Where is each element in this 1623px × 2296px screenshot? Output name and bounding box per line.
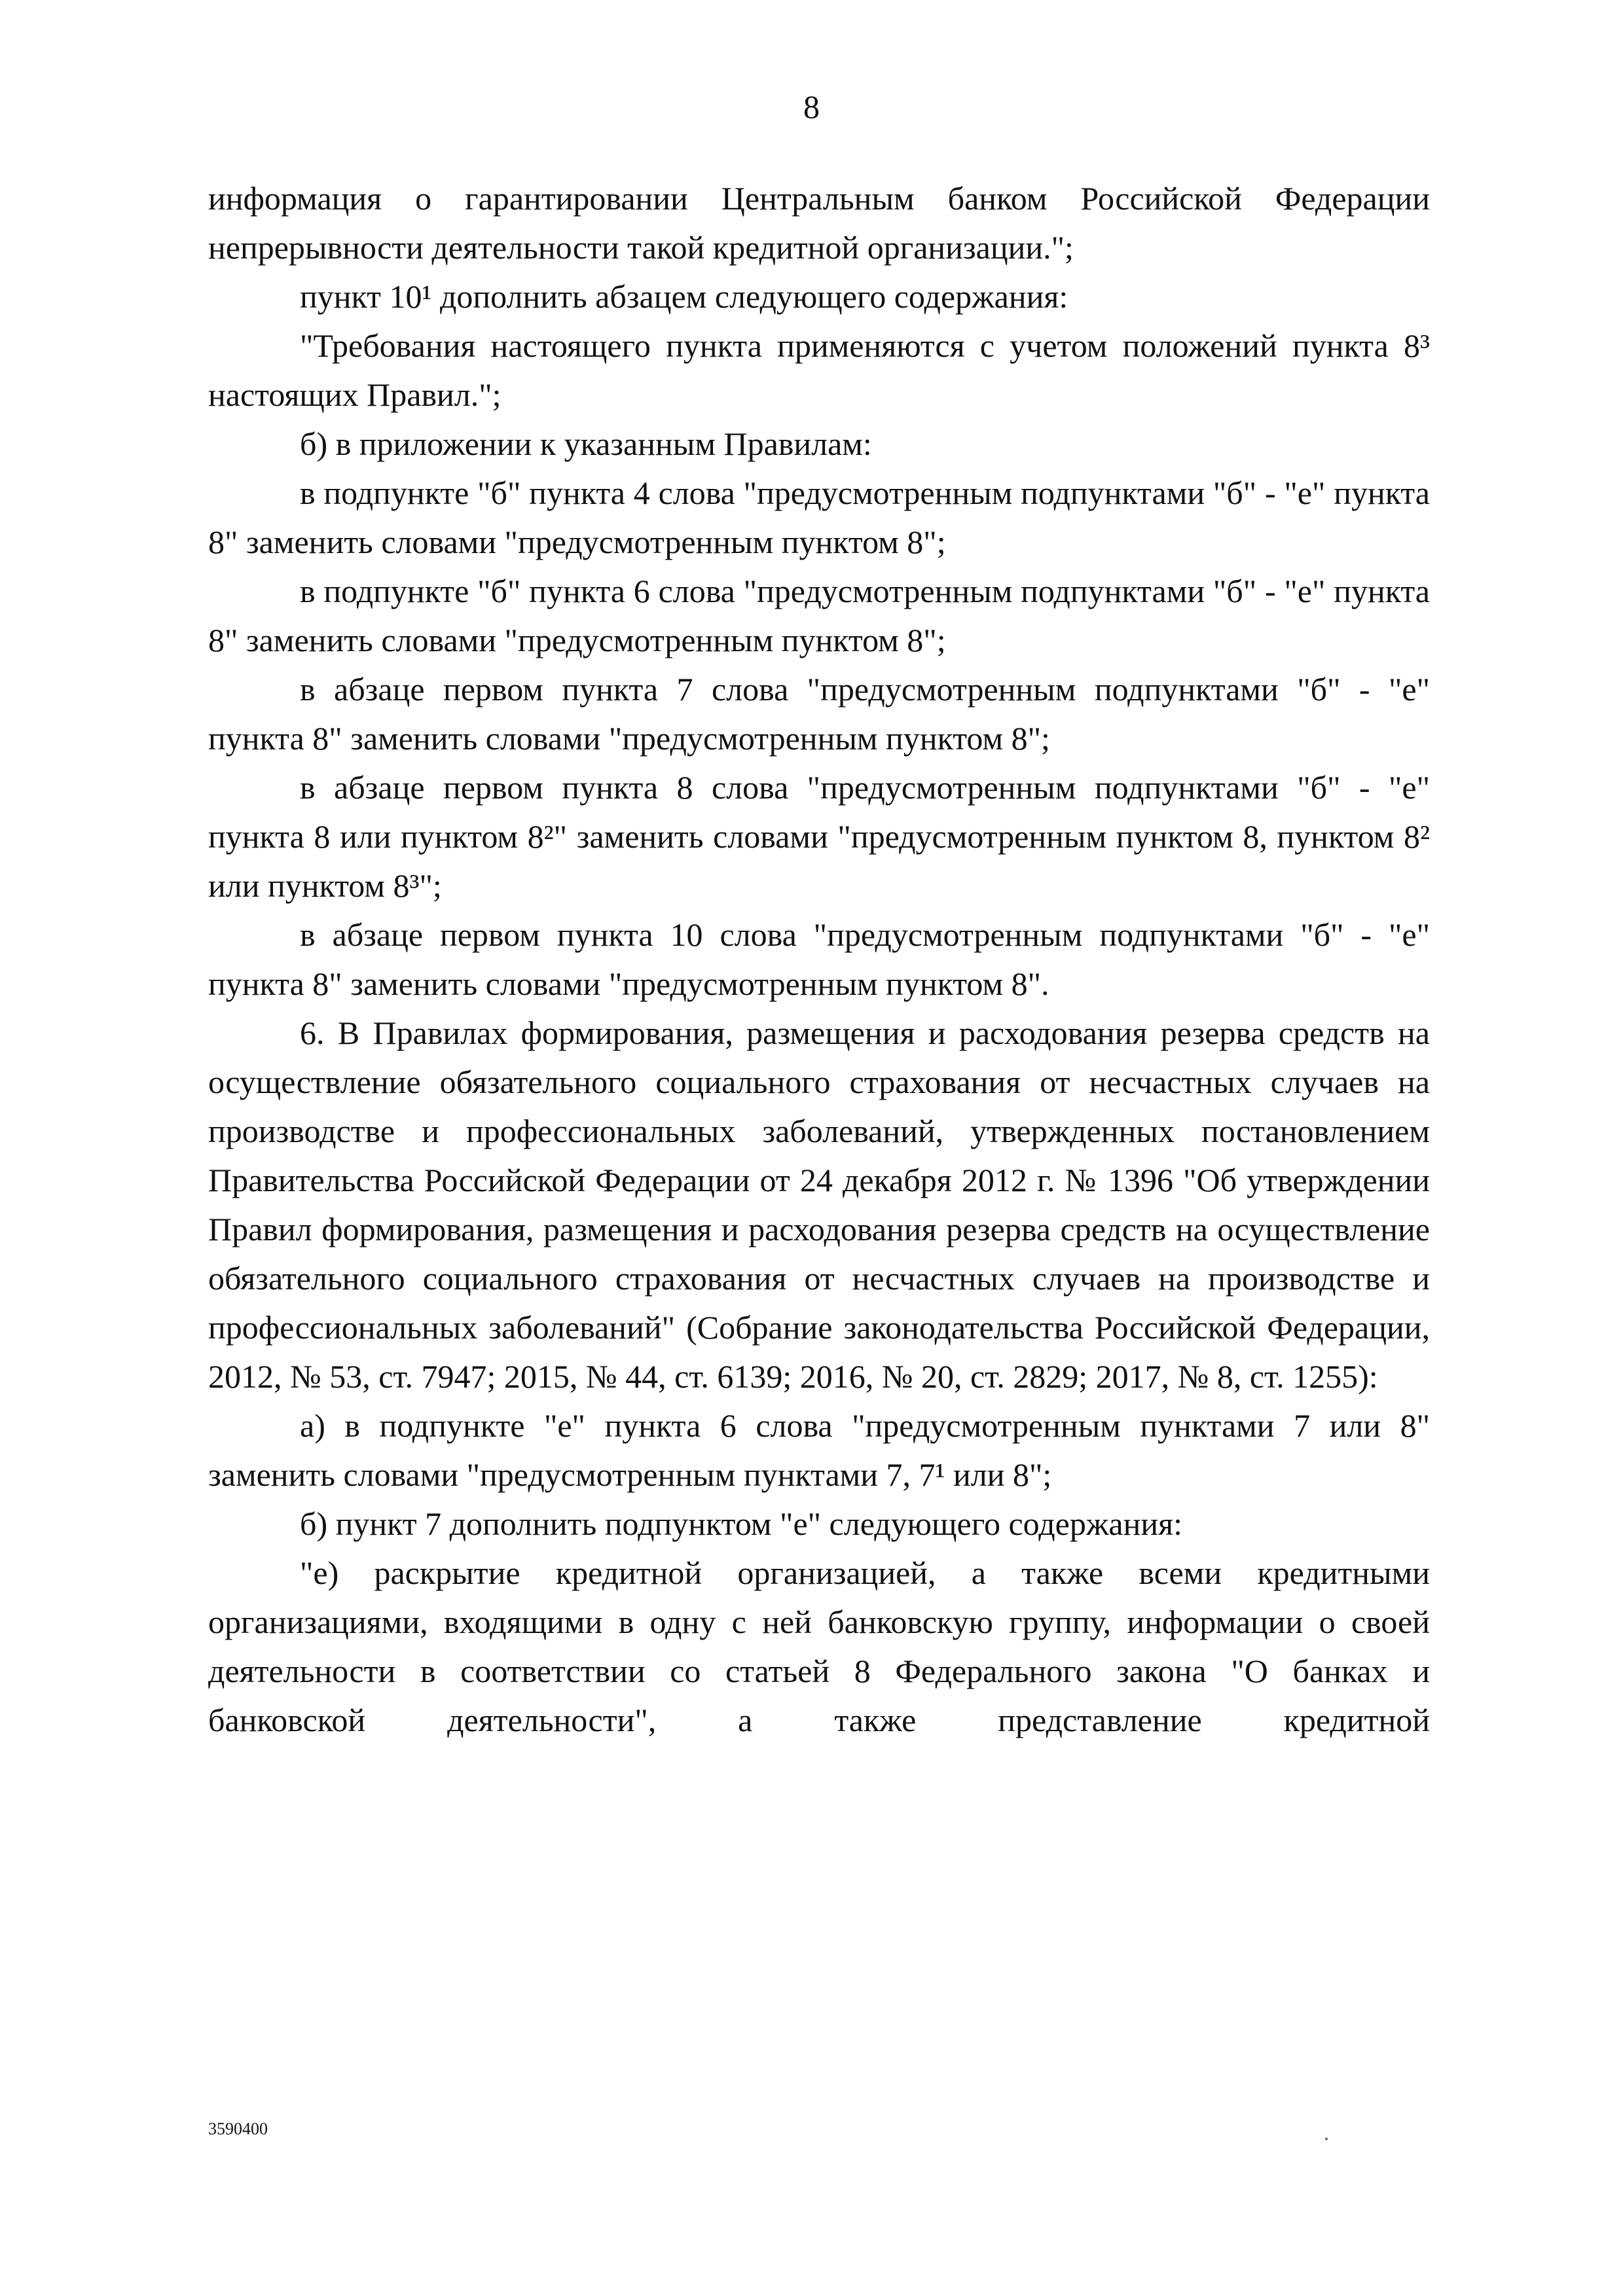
paragraph: пункт 10¹ дополнить абзацем следующего содержания: [300,278,1068,315]
paragraph: б) пункт 7 дополнить подпунктом "е" следующего содержания: [300,1505,1182,1542]
paragraph: в подпункте "б" пункта 6 слова "предусмотренным подпунктами "б" - "е" пункта 8" заменить словами "предусмотренным пунктом 8"; [208,573,1430,658]
paragraph: б) в приложении к указанным Правилам: [300,425,872,462]
paragraph: в абзаце первом пункта 8 слова "предусмотренным подпунктами "б" - "е" пункта 8 или пунктом 8²" заменить словами "предусмотренным пунктом 8, пунктом 8² или пунктом 8³"; [208,769,1430,904]
page-number: 8 [803,88,820,125]
document-id: 3590400 [208,2119,268,2138]
document-body [208,174,1430,1745]
paragraph: "е) раскрытие кредитной организацией, а также всеми кредитными организациями, входящими в одну с ней банковскую группу, информации о своей деятельности в соответствии со статьей 8 Федерального закона "О банках и банковской деятельности", а также представление кредитной [208,1554,1430,1738]
paragraph: в абзаце первом пункта 7 слова "предусмотренным подпунктами "б" - "е" пункта 8" заменить словами "предусмотренным пунктом 8"; [208,671,1430,757]
paragraph: в подпункте "б" пункта 4 слова "предусмотренным подпунктами "б" - "е" пункта 8" заменить словами "предусмотренным пунктом 8"; [208,475,1430,560]
paragraph: "Требования настоящего пункта применяются с учетом положений пункта 8³ настоящих Правил."; [208,327,1430,413]
paragraph: 6. В Правилах формирования, размещения и расходования резерва средств на осуществление обязательного социального страхования от несчастных случаев на производстве и профессиональных заболеваний, утвержденных постановлением Правительства Российской Федерации от 24 декабря 2012 г. № 1396 "Об утверждении Правил формирования, размещения и расходования резерва средств на осуществление обязательного социального страхования от несчастных случаев на производстве и профессиональных заболеваний" (Собрание законодательства Российской Федерации, 2012, № 53, ст. 7947; 2015, № 44, ст. 6139; 2016, № 20, ст. 2829; 2017, № 8, ст. 1255): [208,1014,1430,1395]
paragraph: в абзаце первом пункта 10 слова "предусмотренным подпунктами "б" - "е" пункта 8" заменить словами "предусмотренным пунктом 8". [208,916,1430,1002]
paragraph: а) в подпункте "е" пункта 6 слова "предусмотренным пунктами 7 или 8" заменить словами "предусмотренным пунктами 7, 7¹ или 8"; [208,1407,1430,1493]
scan-speck [1325,2138,1328,2140]
paragraph: информация о гарантировании Центральным банком Российской Федерации непрерывности деятельности такой кредитной организации."; [208,180,1430,266]
